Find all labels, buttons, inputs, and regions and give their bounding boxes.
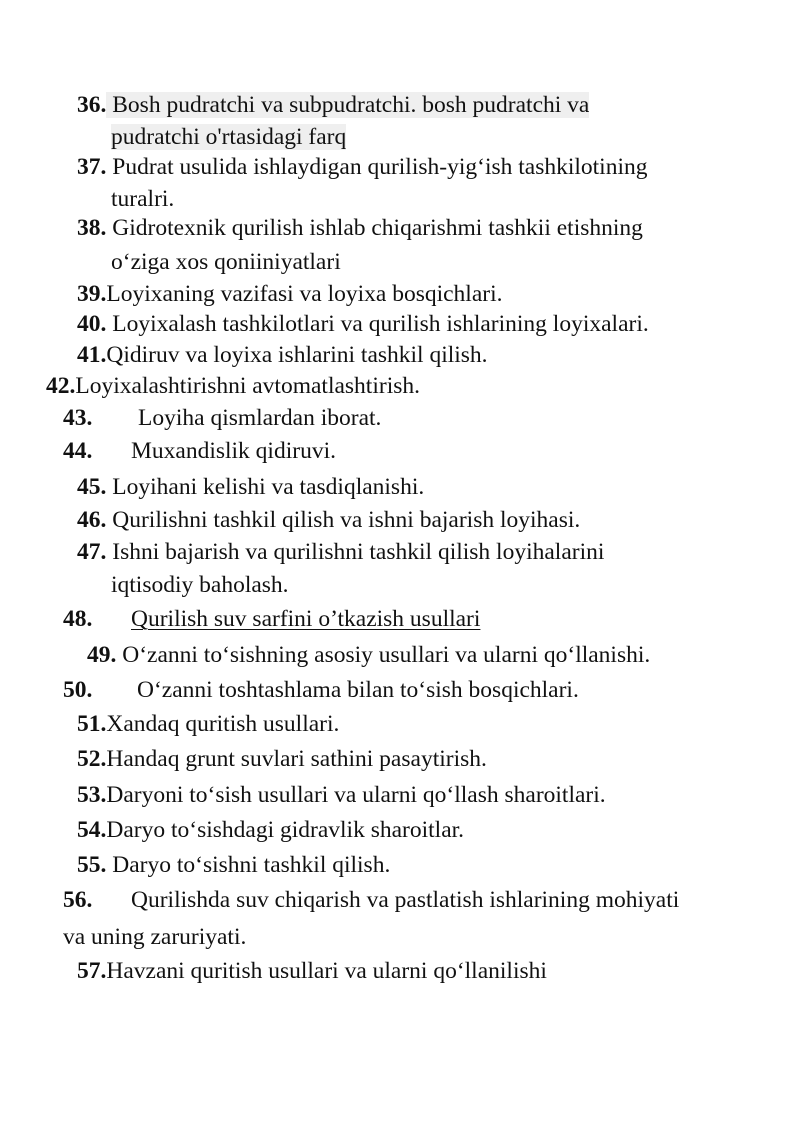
list-item-text [131, 884, 679, 917]
item-number: 52. [77, 746, 107, 772]
item-text: o‘ziga xos qoniiniyatlari [111, 249, 341, 275]
item-text: Qidiruv va loyixa ishlarini tashkil qilish. [106, 342, 488, 368]
list-item [77, 212, 643, 245]
item-text: Handaq grunt suvlari sathini pasaytirish. [106, 746, 487, 772]
item-number: 55. [77, 852, 107, 878]
list-item [77, 536, 604, 569]
item-number: 37. [77, 154, 107, 180]
item-number: 43. [63, 405, 93, 431]
item-text: O‘zanni to‘sishning asosiy usullari va ularni qo‘llanishi. [116, 642, 651, 668]
list-item-continuation [111, 569, 289, 602]
list-item-continuation [111, 246, 341, 279]
item-text: Daryoni to‘sish usullari va ularni qo‘llash sharoitlari. [106, 782, 606, 808]
list-item [63, 435, 92, 468]
item-text: Daryo to‘sishdagi gidravlik sharoitlar. [106, 817, 465, 843]
item-number: 42. [46, 373, 76, 399]
list-item [77, 89, 589, 122]
list-item-text [137, 674, 579, 707]
list-item [77, 504, 580, 537]
item-text: Loyixaning vazifasi va loyixa bosqichlari. [106, 281, 503, 307]
list-item [77, 814, 464, 847]
item-number: 46. [77, 507, 107, 533]
list-item [87, 639, 650, 672]
list-item [77, 955, 547, 988]
list-item-text [131, 603, 480, 636]
list-item [77, 278, 503, 311]
list-item [77, 779, 606, 812]
item-text: Qurilishda suv chiqarish va pastlatish ishlarining mohiyati [131, 887, 680, 913]
item-number: 51. [77, 711, 107, 737]
list-item-continuation [111, 121, 346, 154]
item-text: Xandaq quritish usullari. [106, 711, 340, 737]
item-number: 48. [63, 606, 93, 632]
item-number: 41. [77, 342, 107, 368]
item-number: 44. [63, 438, 93, 464]
list-item [46, 370, 420, 403]
item-number: 53. [77, 782, 107, 808]
list-item [77, 339, 488, 372]
item-text: Loyixalashtirishni avtomatlashtirish. [75, 373, 420, 399]
item-number: 50. [63, 677, 93, 703]
list-item [77, 151, 648, 184]
list-item [63, 603, 92, 636]
item-text: Havzani quritish usullari va ularni qo‘llanilishi [106, 958, 547, 984]
item-text: iqtisodiy baholash. [111, 572, 289, 598]
item-text: Qurilishni tashkil qilish va ishni bajarish loyihasi. [106, 507, 581, 533]
item-number: 45. [77, 474, 107, 500]
item-text: O‘zanni toshtashlama bilan to‘sish bosqichlari. [137, 677, 579, 703]
item-text: Daryo to‘sishni tashkil qilish. [106, 852, 391, 878]
item-number: 57. [77, 958, 107, 984]
list-item [77, 308, 649, 341]
list-item-text [131, 435, 336, 468]
item-text: Gidrotexnik qurilish ishlab chiqarishmi tashkii etishning [106, 215, 643, 241]
item-number: 47. [77, 539, 107, 565]
item-number: 40. [77, 311, 107, 337]
item-text: va uning zaruriyati. [63, 924, 247, 950]
item-text: Loyixalash tashkilotlari va qurilish ishlarining loyixalari. [106, 311, 649, 337]
list-item [63, 884, 92, 917]
list-item [63, 402, 92, 435]
item-number: 39. [77, 281, 107, 307]
item-text: turalri. [111, 186, 175, 212]
item-text: pudratchi o'rtasidagi farq [111, 124, 347, 150]
list-item [77, 471, 424, 504]
list-item-text [138, 402, 381, 435]
list-item [77, 849, 390, 882]
item-text: Qurilish suv sarfini o’tkazish usullari [131, 606, 481, 632]
list-item-continuation [63, 921, 246, 954]
item-text: Muxandislik qidiruvi. [131, 438, 336, 464]
item-number: 49. [87, 642, 117, 668]
item-number: 56. [63, 887, 93, 913]
item-text: Loyihani kelishi va tasdiqlanishi. [106, 474, 425, 500]
item-text: Ishni bajarish va qurilishni tashkil qilish loyihalarini [106, 539, 605, 565]
item-text: Pudrat usulida ishlaydigan qurilish-yig‘ish tashkilotining [106, 154, 648, 180]
item-number: 54. [77, 817, 107, 843]
item-number: 36. [77, 92, 107, 118]
list-item [77, 743, 487, 776]
list-item [63, 674, 92, 707]
item-number: 38. [77, 215, 107, 241]
list-item [77, 708, 339, 741]
item-text: Loyiha qismlardan iborat. [138, 405, 382, 431]
item-text: Bosh pudratchi va subpudratchi. bosh pudratchi va [106, 92, 590, 118]
